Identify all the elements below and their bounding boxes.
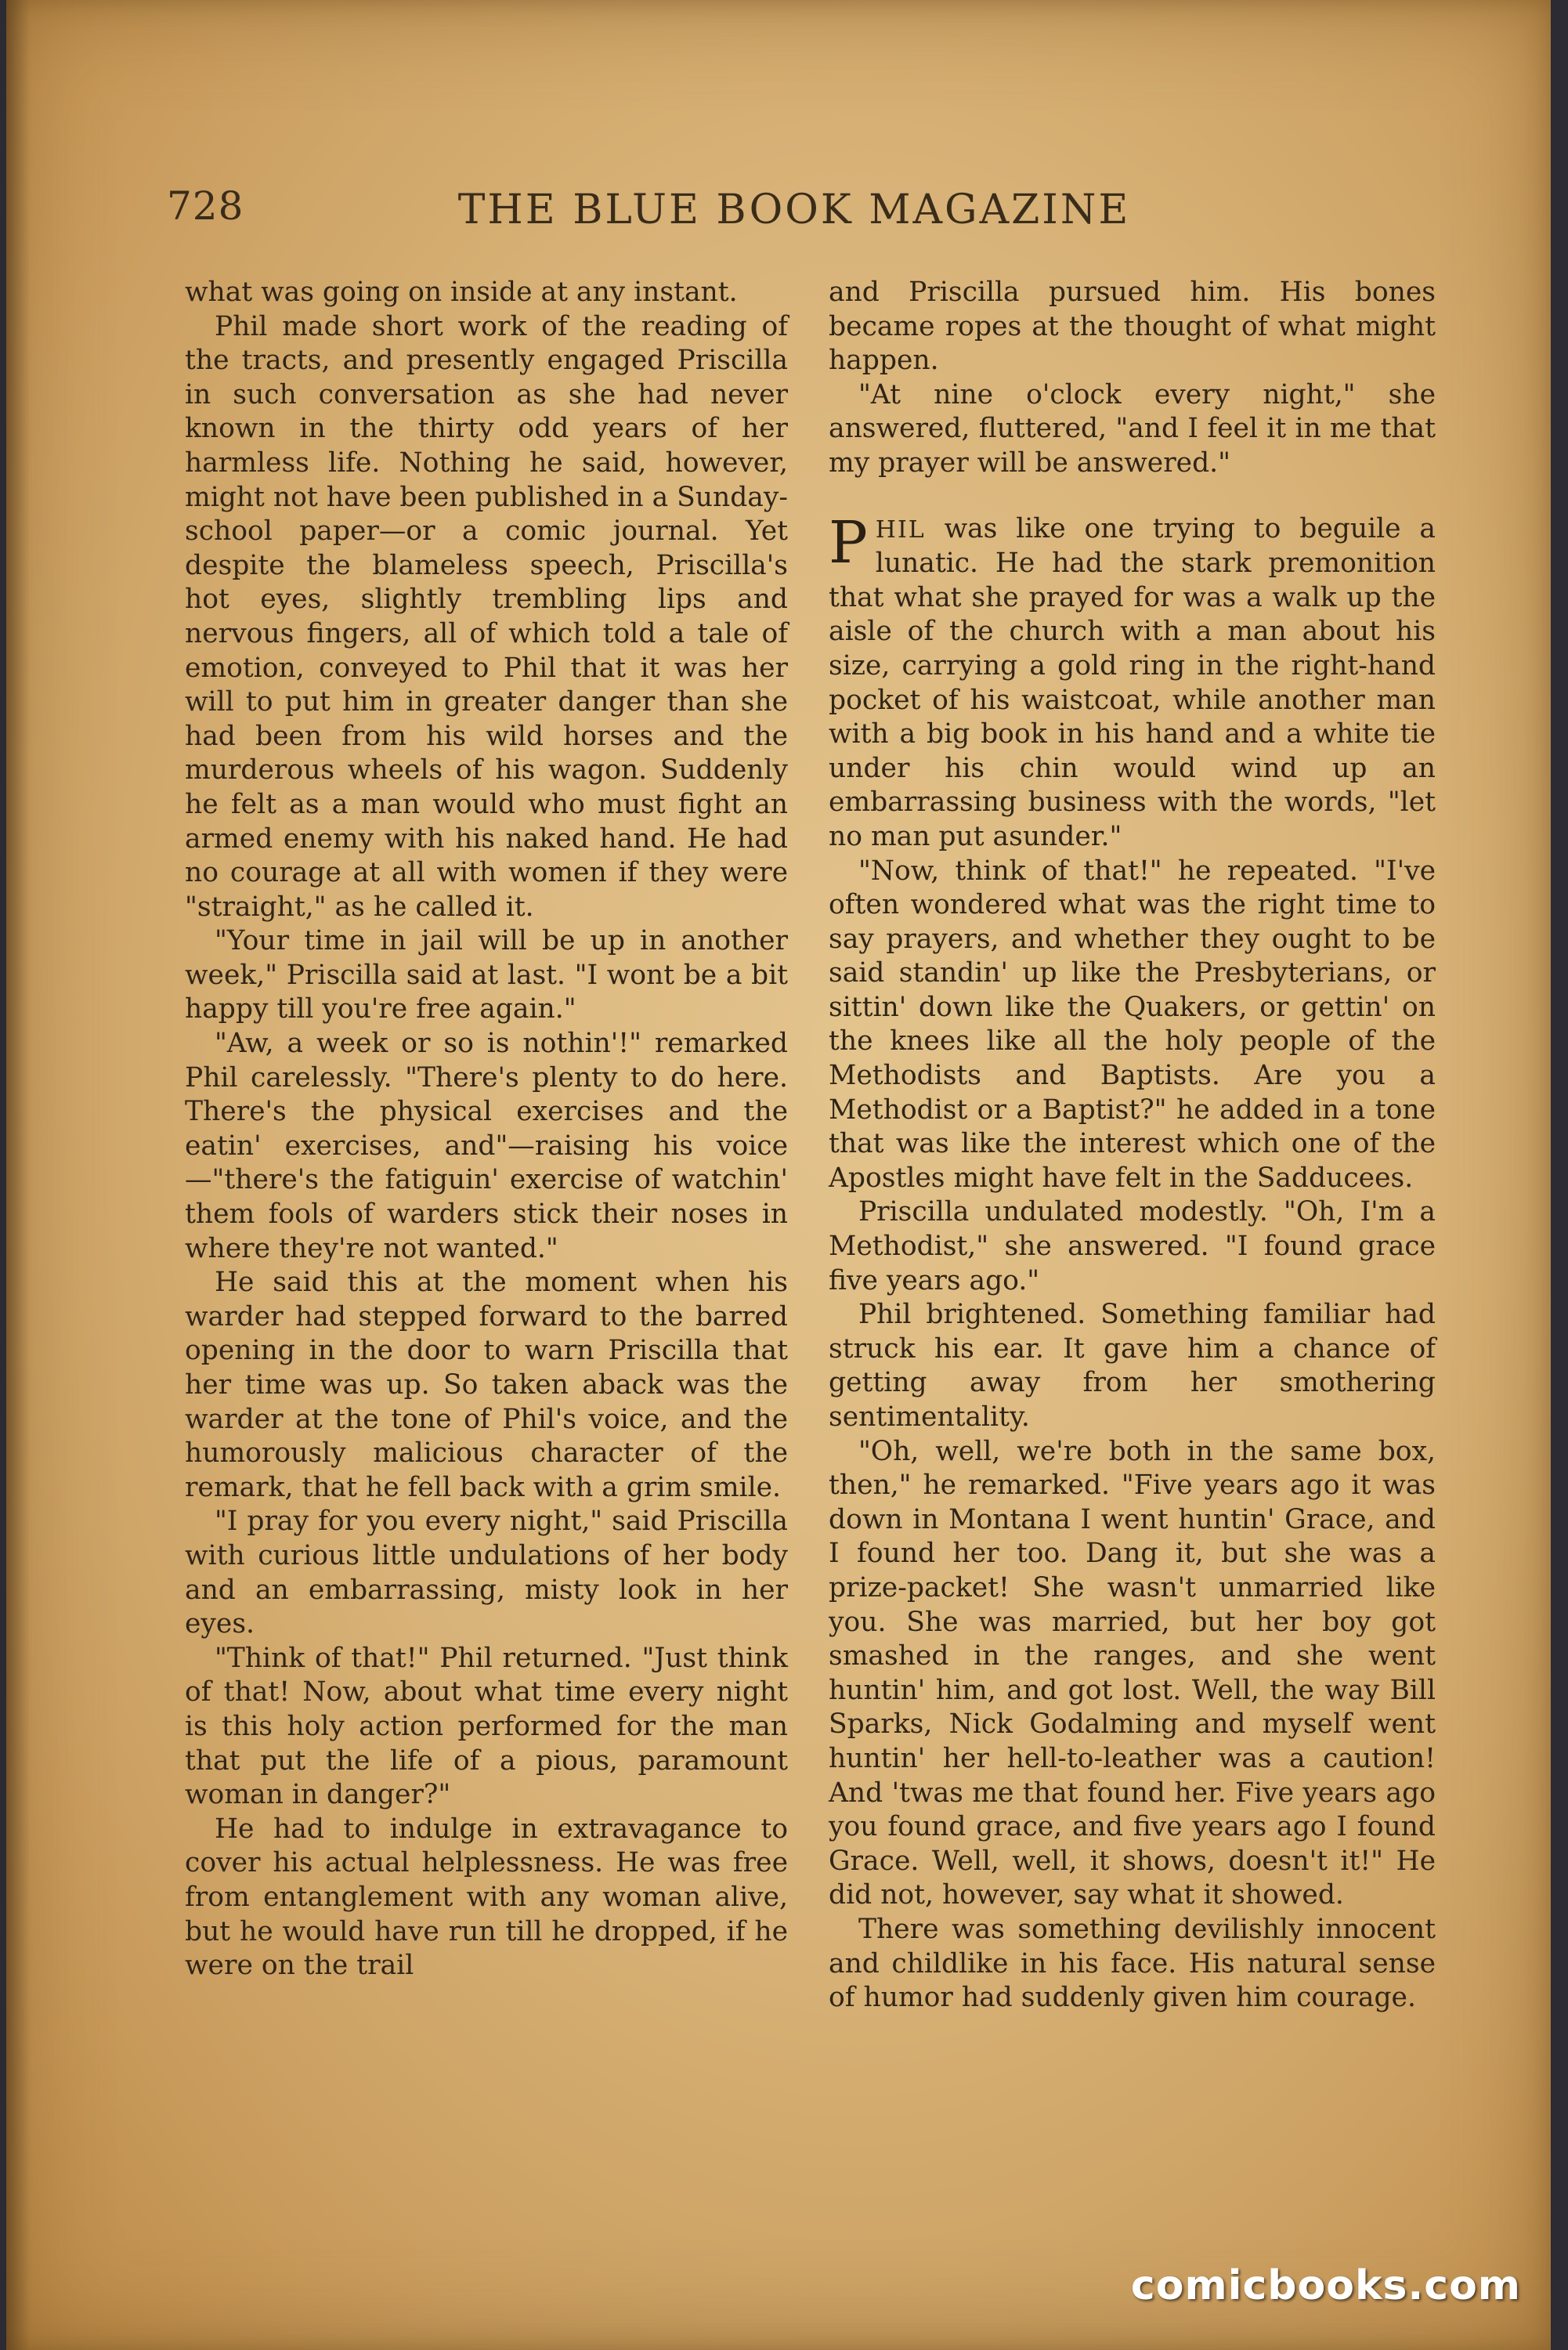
paragraph: He had to indulge in extravagance to cover his actual helplessness. He was free from entanglement with any woman alive, but he would have run till he dropped, if he were on the trail: [185, 1813, 788, 1982]
right-column: [829, 276, 1436, 2016]
running-title: THE BLUE BOOK MAGAZINE: [457, 186, 1131, 233]
paragraph: "Now, think of that!" he repeated. "I've often wondered what was the right time to say prayers, and whether they ought to be said standin' up like the Presbyterians, or sittin' down like the Quakers, or gettin' on the knees like all the holy people of the Methodists and Baptists. Are you a Methodist or a Baptist?" he added in a tone that was like the interest which one of the Apostles might have felt in the Sadducees.: [829, 855, 1436, 1194]
magazine-page: [6, 0, 1551, 2350]
section-opening-paragraph: [829, 508, 1436, 855]
small-caps-lead: HIL: [875, 515, 926, 544]
paragraph: and Priscilla pursued him. His bones became ropes at the thought of what might happen.: [829, 277, 1436, 377]
paragraph: "Oh, well, we're both in the same box, then," he remarked. "Five years ago it was down in Montana I went huntin' Grace, and I found her too. Dang it, but she was a prize-packet! She wasn't unmarried like you. She was married, but her boy got smashed in the ranges, and she went huntin' him, and got lost. Well, the way Bill Sparks, Nick Godalming and myself went huntin' her hell-to-leather was a caution! And 'twas me that found her. Five years ago you found grace, and five years ago I found Grace. Well, well, it shows, doesn't it!" He did not, however, say what it showed.: [829, 1435, 1436, 1911]
drop-cap: P: [829, 508, 868, 577]
paragraph: Phil made short work of the reading of the tracts, and presently engaged Priscilla in such conversation as she had never known in the thirty odd years of her harmless life. Nothing he said, however, might not have been published in a Sunday-school paper—or a comic journal. Yet despite the blameless speech, Priscilla's hot eyes, slightly trembling lips and nervous fingers, all of which told a tale of emotion, conveyed to Phil that it was her will to put him in greater danger than she had been from his wild horses and the murderous wheels of his wagon. Suddenly he felt as a man would who must fight an armed enemy with his naked hand. He had no courage at all with women if they were "straight," as he called it.: [185, 310, 788, 923]
paragraph: "I pray for you every night," said Priscilla with curious little undulations of her body and an embarrassing, misty look in her eyes.: [185, 1506, 788, 1640]
paragraph: He said this at the moment when his warder had stepped forward to the barred opening in the door to warn Priscilla that her time was up. So taken aback was the warder at the tone of Phil's voice, and the humorously malicious character of the remark, that he fell back with a grim smile.: [185, 1267, 788, 1503]
paragraph: "Your time in jail will be up in another week," Priscilla said at last. "I wont be a bit happy till you're free again.": [185, 925, 788, 1025]
paragraph: "At nine o'clock every night," she answered, fluttered, "and I feel it in me that my prayer will be answered.": [829, 378, 1436, 479]
paragraph: "Aw, a week or so is nothin'!" remarked Phil carelessly. "There's plenty to do here. There's the physical exercises and the eatin' exercises, and"—raising his voice—"there's the fatiguin' exercise of watchin' them fools of warders stick their noses in where they're not wanted.": [185, 1028, 788, 1264]
page-number: 728: [167, 183, 244, 229]
paragraph: Phil brightened. Something familiar had struck his ear. It gave him a chance of getting away from her smothering sentimentality.: [829, 1299, 1436, 1433]
site-watermark: comicbooks.com: [1130, 2262, 1521, 2309]
paragraph: Priscilla undulated modestly. "Oh, I'm a Methodist," she answered. "I found grace five years ago.": [829, 1196, 1436, 1296]
page-edge-shadow: [6, 0, 30, 2350]
left-column: [185, 276, 788, 1983]
paragraph: "Think of that!" Phil returned. "Just think of that! Now, about what time every night is this holy action performed for the man that put the life of a pious, paramount woman in danger?": [185, 1642, 788, 1811]
paragraph-body: a lunatic. He had the stark premonition that what she prayed for was a walk up the aisle of the church with a man about his size, carrying a gold ring in the right-hand pocket of his waistcoat, while another man with a big book in his hand and a white tie under his chin would wind up an embarrassing business with the words, "let no man put asunder.": [829, 512, 1436, 852]
lead-in-text: was like one trying to beguile: [925, 512, 1401, 544]
paragraph: what was going on inside at any instant.: [185, 277, 738, 308]
paragraph: There was something devilishly innocent and childlike in his face. His natural sense of humor had suddenly given him courage.: [829, 1913, 1436, 2014]
